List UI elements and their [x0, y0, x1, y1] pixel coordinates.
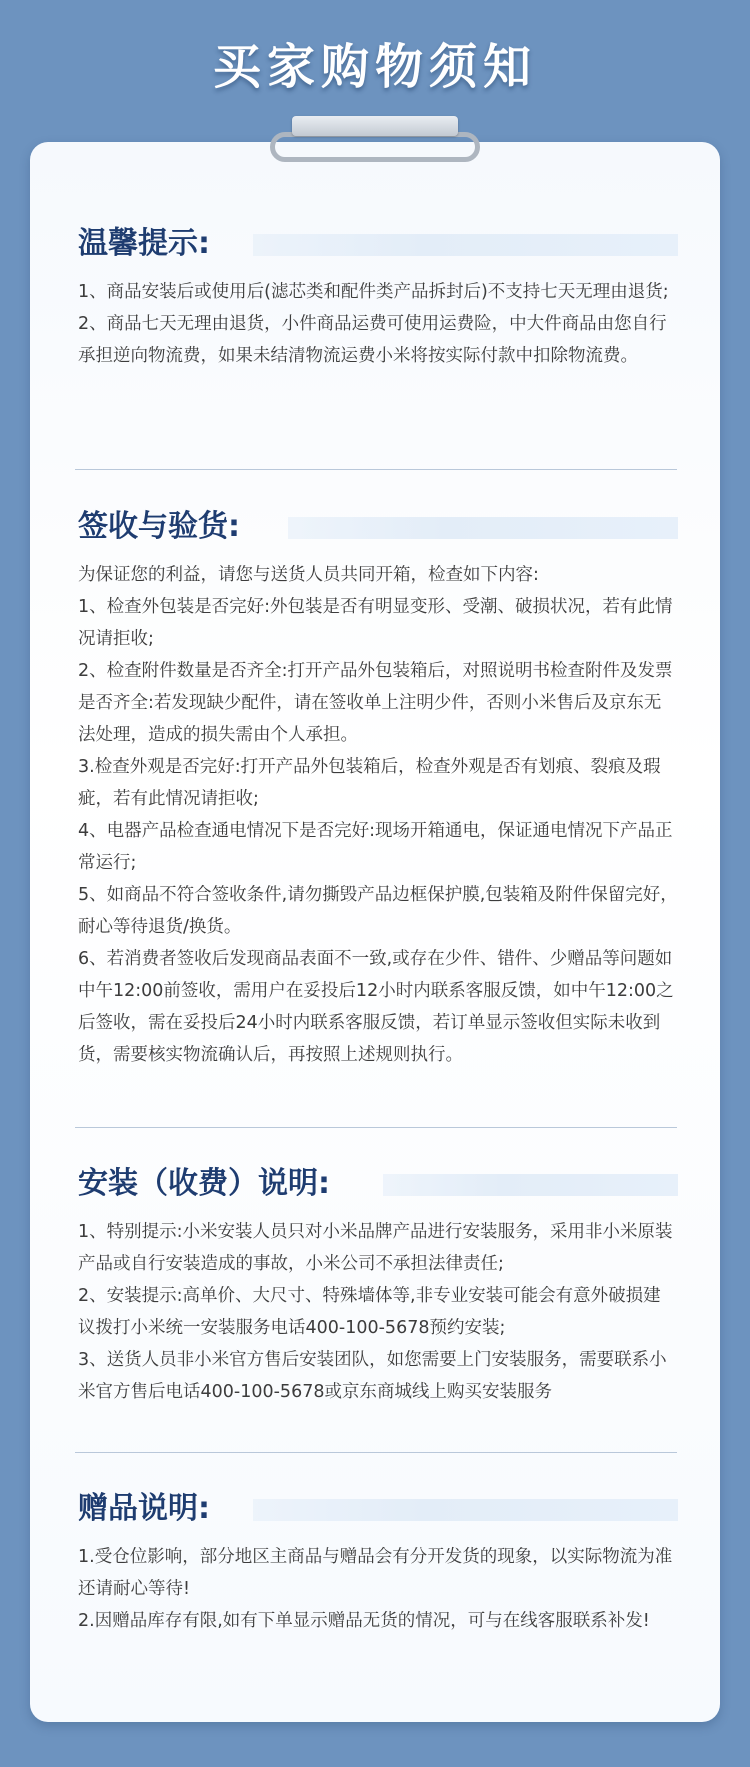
title-decoration [383, 1174, 678, 1196]
paragraph: 为保证您的利益，请您与送货人员共同开箱，检查如下内容: [78, 565, 539, 585]
section-title: 安装（收费）说明: [78, 1166, 330, 1201]
paragraph: 4、电器产品检查通电情况下是否完好:现场开箱通电，保证通电情况下产品正常运行; [78, 821, 673, 873]
divider [75, 469, 677, 470]
page-title: 买家购物须知 [212, 39, 537, 95]
paragraph: 1、特别提示:小米安装人员只对小米品牌产品进行安装服务，采用非小米原装产品或自行安装造成的事故，小米公司不承担法律责任; [78, 1222, 673, 1274]
paragraph: 3、送货人员非小米官方售后安装团队，如您需要上门安装服务，需要联系小米官方售后电话400-100-5678或京东商城线上购买安装服务 [78, 1350, 667, 1402]
paragraph: 5、如商品不符合签收条件,请勿撕毁产品边框保护膜,包装箱及附件保留完好，耐心等待退货/换货。 [78, 885, 678, 937]
paragraph: 3.检查外观是否完好:打开产品外包装箱后，检查外观是否有划痕、裂痕及瑕疵，若有此情况请拒收; [78, 757, 661, 809]
divider [75, 1452, 677, 1453]
paragraph: 2、安装提示:高单价、大尺寸、特殊墙体等,非专业安装可能会有意外破损建议拨打小米统一安装服务电话400-100-5678预约安装; [78, 1286, 661, 1338]
title-decoration [253, 1499, 678, 1521]
title-decoration [253, 234, 678, 256]
paragraph: 6、若消费者签收后发现商品表面不一致,或存在少件、错件、少赠品等问题如中午12:00前签收，需用户在妥投后12小时内联系客服反馈，如中午12:00之后签收，需在妥投后24小时内联系客服反馈，若订单显示签收但实际未收到货，需要核实物流确认后，再按照上述规则执行。 [78, 949, 674, 1065]
section-title: 赠品说明: [78, 1491, 210, 1526]
paragraph: 2、检查附件数量是否齐全:打开产品外包装箱后，对照说明书检查附件及发票是否齐全:若发现缺少配件，请在签收单上注明少件，否则小米售后及京东无法处理，造成的损失需由个人承担。 [78, 661, 673, 745]
section-installation [78, 1162, 678, 1408]
paragraph: 1、检查外包装是否完好:外包装是否有明显变形、受潮、破损状况，若有此情况请拒收; [78, 597, 673, 649]
section-title: 温馨提示: [78, 226, 210, 261]
divider [75, 1127, 677, 1128]
paragraph: 1、商品安装后或使用后(滤芯类和配件类产品拆封后)不支持七天无理由退货; [78, 282, 669, 302]
paragraph: 2、商品七天无理由退货，小件商品运费可使用运费险，中大件商品由您自行承担逆向物流费，如果未结清物流运费小米将按实际付款中扣除物流费。 [78, 314, 667, 366]
section-title: 签收与验货: [78, 509, 240, 544]
title-decoration [288, 517, 678, 539]
clipboard-clip-icon [270, 116, 480, 172]
paragraph: 2.因赠品库存有限,如有下单显示赠品无货的情况，可与在线客服联系补发! [78, 1611, 650, 1631]
section-tips [78, 222, 678, 372]
section-receipt-inspection [78, 505, 678, 1071]
section-gifts [78, 1487, 678, 1637]
paragraph: 1.受仓位影响，部分地区主商品与赠品会有分开发货的现象，以实际物流为准还请耐心等待! [78, 1547, 673, 1599]
